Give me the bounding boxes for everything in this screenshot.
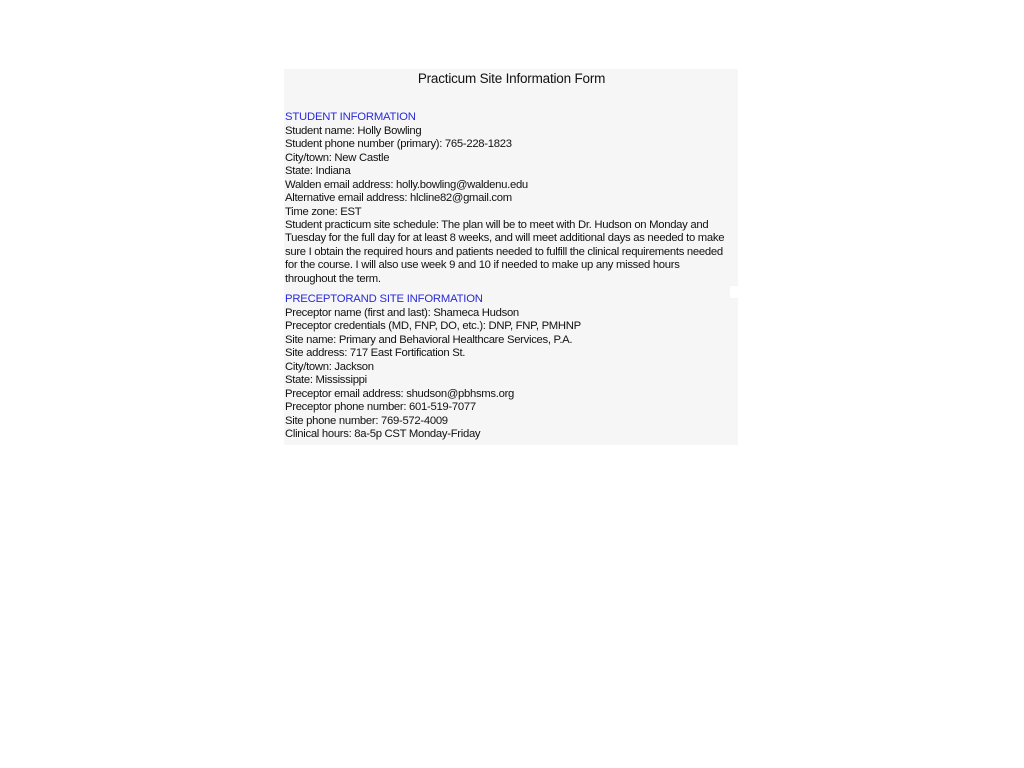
- student-section-heading: STUDENT INFORMATION: [285, 111, 416, 123]
- preceptor-email-line: Preceptor email address: shudson@pbhsms.org: [285, 387, 515, 400]
- preceptor-site-section: [285, 293, 738, 442]
- site-name-line: Site name: Primary and Behavioral Healthcare Services, P.A.: [285, 333, 573, 346]
- student-city-line: City/town: New Castle: [285, 151, 390, 164]
- form-title: Practicum Site Information Form: [417, 71, 606, 86]
- preceptor-credentials-line: Preceptor credentials (MD, FNP, DO, etc.): DNP, FNP, PMHNP: [285, 320, 581, 333]
- preceptor-name-line: Preceptor name (first and last): Shameca Hudson: [285, 306, 519, 319]
- student-state-line: State: Indiana: [285, 165, 351, 177]
- student-schedule-paragraph: Student practicum site schedule: The plan will be to meet with Dr. Hudson on Monday and Tuesday for the full day for at least 8 weeks, and will meet additional days as needed to make sure I obtain the required hours and patients needed to fulfill the clinical requirements needed for the course. I will also use week 9 and 10 if needed to make up any missed hours throughout the term.: [285, 219, 725, 285]
- clinical-hours-line: Clinical hours: 8a-5p CST Monday-Friday: [285, 428, 481, 441]
- site-city-line: City/town: Jackson: [285, 360, 374, 373]
- preceptor-section-heading: PRECEPTORAND SITE INFORMATION: [285, 293, 483, 306]
- student-phone-line: Student phone number (primary): 765-228-1823: [285, 138, 512, 150]
- student-name-line: Student name: Holly Bowling: [285, 124, 422, 137]
- site-phone-line: Site phone number: 769-572-4009: [285, 414, 448, 427]
- practicum-form: [284, 69, 738, 445]
- student-timezone-line: Time zone: EST: [285, 205, 362, 218]
- preceptor-phone-line: Preceptor phone number: 601-519-7077: [285, 401, 476, 414]
- site-state-line: State: Mississippi: [285, 374, 367, 387]
- student-walden-email-line: Walden email address: holly.bowling@waldenu.edu: [285, 178, 528, 191]
- panel-notch: [730, 286, 738, 298]
- student-information-section: [285, 111, 738, 286]
- site-address-line: Site address: 717 East Fortification St.: [285, 347, 466, 360]
- student-alt-email-line: Alternative email address: hlcline82@gmail.com: [285, 192, 512, 204]
